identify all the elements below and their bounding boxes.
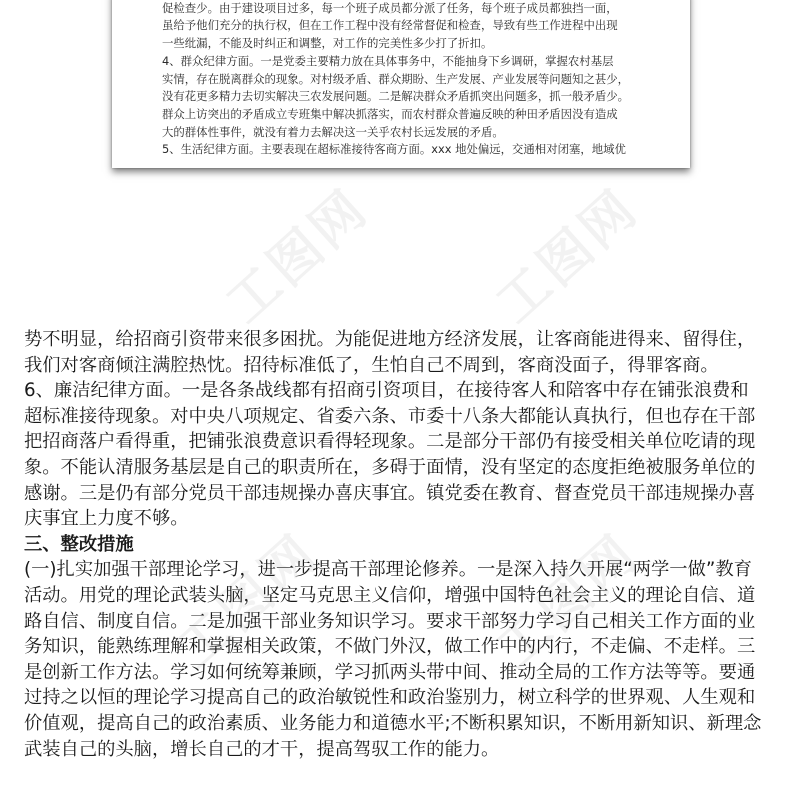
body-line: (一)扎实加强干部理论学习，进一步提高干部理论修养。一是深入持久开展“两学一做”教育 xyxy=(24,559,752,581)
body-line: 活动。用党的理论武装头脑，坚定马克思主义信仰，增强中国特色社会主义的理论自信、道 xyxy=(24,584,756,606)
preview-line: 5、生活纪律方面。主要表现在超标准接待客商方面。xxx 地处偏远，交通相对闭塞，地域优 xyxy=(162,142,626,157)
body-line: 6、廉洁纪律方面。一是各条战线都有招商引资项目，在接待客人和陪客中存在铺张浪费和 xyxy=(24,380,749,402)
preview-line: 大的群体性事件，就没有着力去解决这一关乎农村长远发展的矛盾。 xyxy=(162,124,504,139)
section-heading: 三、整改措施 xyxy=(24,533,134,555)
preview-text xyxy=(162,0,680,159)
body-line: 我们对客商倾注满腔热忱。招待标准低了，生怕自己不周到，客商没面子，得罪客商。 xyxy=(24,354,719,376)
body-line: 感谢。三是仍有部分党员干部违规操办喜庆事宜。镇党委在教育、督查党员干部违规操办喜 xyxy=(24,482,756,504)
body-line: 务知识，能熟练理解和掌握相关政策，不做门外汉，做工作中的内行，不走偏、不走样。三 xyxy=(24,636,756,658)
watermark: 工图网 xyxy=(215,178,381,336)
watermark: 工图网 xyxy=(485,523,651,681)
preview-line: 一些纰漏，不能及时纠正和调整，对工作的完美性多少打了折扣。 xyxy=(162,36,493,51)
preview-line: 4、群众纪律方面。一是党委主要精力放在具体事务中，不能抽身下乡调研，掌握农村基层 xyxy=(162,53,614,68)
body-line: 势不明显，给招商引资带来很多困扰。为能促进地方经济发展，让客商能进得来、留得住， xyxy=(24,329,756,350)
body-line: 价值观，提高自己的政治素质、业务能力和道德水平;不断积累知识，不断用新知识、新理念 xyxy=(24,712,762,734)
preview-line: 没有花更多精力去切实解决三农发展问题。二是解决群众矛盾抓突出问题多，抓一般矛盾少。 xyxy=(162,89,630,104)
body-line: 象。不能认清服务基层是自己的职责所在，多碍于面情，没有坚定的态度拒绝被服务单位的 xyxy=(24,456,756,478)
watermark: 工图网 xyxy=(485,178,651,336)
preview-line: 实情，存在脱离群众的现象。对村级矛盾、群众期盼、生产发展、产业发展等问题知之甚少， xyxy=(162,71,630,86)
body-line: 超标准接待现象。对中央八项规定、省委六条、市委十八条大都能认真执行，但也存在干部 xyxy=(24,405,756,427)
document-page-preview xyxy=(112,0,690,168)
preview-line: 群众上访突出的矛盾成立专班集中解决抓落实，而农村群众普遍反映的种田矛盾因没有造成 xyxy=(162,106,618,121)
body-line: 路自信、制度自信。二是加强干部业务知识学习。要求干部努力学习自己相关工作方面的业 xyxy=(24,610,756,632)
watermark: 工图网 xyxy=(165,523,331,681)
body-line: 庆事宜上力度不够。 xyxy=(24,508,189,530)
preview-line: 促检查少。由于建设项目过多，每一个班子成员都分派了任务，每个班子成员都独挡一面， xyxy=(162,0,618,15)
preview-line: 虽给予他们充分的执行权，但在工作工程中没有经常督促和检查，导致有些工作进程中出现 xyxy=(162,18,618,33)
body-line: 过持之以恒的理论学习提高自己的政治敏锐性和政治鉴别力，树立科学的世界观、人生观和 xyxy=(24,687,756,709)
body-line: 武装自己的头脑，增长自己的才干，提高驾驭工作的能力。 xyxy=(24,738,500,760)
body-line: 把招商落户看得重，把铺张浪费意识看得轻现象。二是部分干部仍有接受相关单位吃请的现 xyxy=(24,431,756,453)
body-line: 是创新工作方法。学习如何统筹兼顾，学习抓两头带中间、推动全局的工作方法等等。要通 xyxy=(24,661,756,683)
document-body xyxy=(24,327,784,762)
